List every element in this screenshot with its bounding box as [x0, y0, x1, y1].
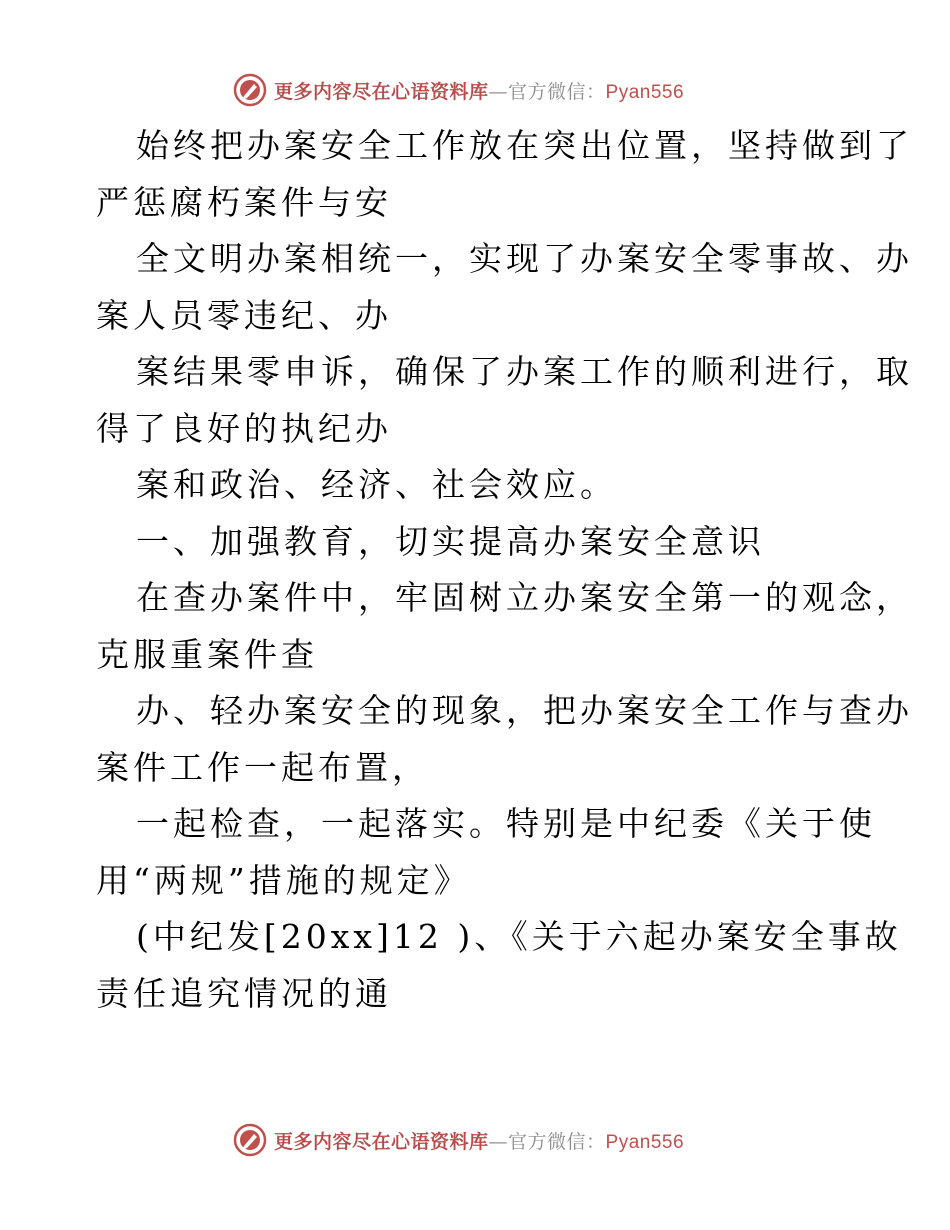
text-line: 案件工作一起布置， [96, 747, 429, 787]
text-line: 全文明办案相统一，实现了办案安全零事故、办 [136, 239, 913, 278]
banner-main-text: 更多内容尽在心语资料库 [274, 80, 489, 103]
banner-text [274, 1127, 684, 1154]
text-line: 在查办案件中，牢固树立办案安全第一的观念， [136, 578, 913, 617]
pen-nib-logo-icon [232, 72, 268, 108]
banner-dash: — [488, 80, 509, 103]
document-body [96, 118, 913, 1022]
text-line: 办、轻办案安全的现象，把办案安全工作与查办 [136, 691, 913, 730]
text-line: 案人员零违纪、办 [96, 295, 392, 335]
banner-official-label: 官方微信： [508, 1130, 606, 1153]
text-line: (中纪发[20xx]12 )、《关于六起办案安全事故 [136, 917, 902, 956]
banner-official-label: 官方微信： [508, 80, 606, 103]
header-banner [232, 72, 684, 108]
banner-wechat-id: Pyan556 [605, 1131, 685, 1153]
text-line: 一起检查，一起落实。特别是中纪委《关于使 [136, 804, 876, 843]
banner-wechat-id: Pyan556 [605, 81, 685, 103]
text-line: 严惩腐朽案件与安 [96, 182, 392, 222]
text-line: 始终把办案安全工作放在突出位置，坚持做到了 [136, 126, 913, 165]
text-line: 用“两规”措施的规定》 [96, 860, 471, 900]
text-line: 得了良好的执纪办 [96, 408, 392, 448]
pen-nib-logo-icon [232, 1122, 268, 1158]
text-line: 一、加强教育，切实提高办案安全意识 [136, 521, 765, 561]
banner-dash: — [488, 1130, 509, 1153]
footer-banner [232, 1122, 684, 1158]
text-line: 责任追究情况的通 [96, 973, 392, 1013]
text-line: 案和政治、经济、社会效应。 [136, 465, 617, 504]
banner-main-text: 更多内容尽在心语资料库 [274, 1130, 489, 1153]
text-line: 克服重案件查 [96, 634, 318, 674]
text-line: 案结果零申诉，确保了办案工作的顺利进行，取 [136, 352, 913, 391]
banner-text [274, 77, 684, 104]
